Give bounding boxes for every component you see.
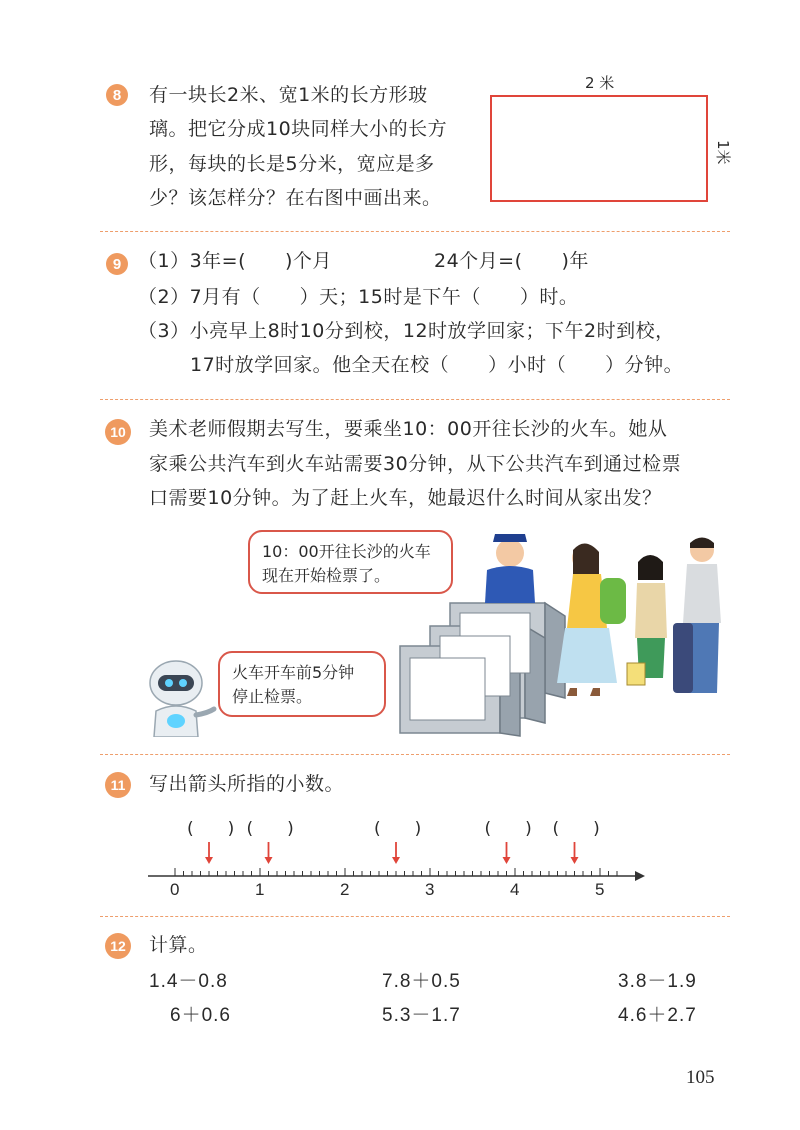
calc-expression: 6＋0.6 (170, 1005, 231, 1026)
question-number-10: 10 (105, 419, 131, 445)
q9-line-4: 17时放学回家。他全天在校（ ）小时（ ）分钟。 (190, 354, 684, 376)
calc-expression: 5.3－1.7 (382, 1005, 461, 1026)
q8-line-2: 璃。把它分成10块同样大小的长方 (149, 118, 448, 140)
question-number-9: 9 (106, 253, 128, 275)
answer-blank[interactable]: ( ) (552, 819, 600, 839)
ticket-gate-scene (395, 528, 740, 738)
q11-text: 写出箭头所指的小数。 (149, 773, 345, 795)
answer-blank[interactable]: ( ) (187, 819, 235, 839)
bubble-robot-line-1: 火车开车前5分钟 (232, 663, 355, 682)
q8-line-3: 形，每块的长是5分米，宽应是多 (149, 153, 435, 175)
tick-label: 3 (425, 880, 435, 899)
page-number: 105 (686, 1067, 715, 1088)
speech-bubble-robot (218, 651, 386, 717)
calc-expression: 4.6＋2.7 (618, 1005, 697, 1026)
divider (100, 399, 730, 400)
pointer-arrow (205, 842, 213, 864)
question-number-8: 8 (106, 84, 128, 106)
q9-line-3: （3）小亮早上8时10分到校，12时放学回家；下午2时到校， (138, 320, 675, 342)
question-number-12: 12 (105, 933, 131, 959)
q10-line-2: 家乘公共汽车到火车站需要30分钟，从下公共汽车到通过检票 (149, 453, 682, 475)
q8-line-1: 有一块长2米、宽1米的长方形玻 (149, 84, 428, 106)
divider (100, 754, 730, 755)
pointer-arrow (503, 842, 511, 864)
q12-text: 计算。 (149, 934, 208, 956)
pointer-arrow (392, 842, 400, 864)
pointer-arrow (265, 842, 273, 864)
bubble-inspector-line-1: 10：00开往长沙的火车 (262, 542, 431, 561)
pointer-arrow (571, 842, 579, 864)
rect-width-label: 2 米 (585, 74, 615, 92)
q9-line-1b: 24个月=( )年 (434, 250, 589, 272)
divider (100, 231, 730, 232)
q10-line-1: 美术老师假期去写生，要乘坐10：00开往长沙的火车。她从 (149, 418, 668, 440)
rect-height-label: 1米 (714, 140, 732, 165)
question-number-11: 11 (105, 772, 131, 798)
calc-expression: 1.4－0.8 (149, 971, 228, 992)
q9-line-2: （2）7月有（ ）天；15时是下午（ ）时。 (138, 286, 579, 308)
answer-blank[interactable]: ( ) (246, 819, 294, 839)
bubble-inspector-line-2: 现在开始检票了。 (262, 566, 391, 585)
tick-label: 1 (255, 880, 265, 899)
number-line-arrowhead (635, 871, 645, 881)
q9-line-1a: （1）3年=( )个月 (138, 250, 332, 272)
answer-blank[interactable]: ( ) (484, 819, 532, 839)
tick-label: 5 (595, 880, 605, 899)
tick-label: 2 (340, 880, 350, 899)
robot-illustration (138, 655, 218, 737)
bubble-robot-line-2: 停止检票。 (232, 687, 313, 706)
divider (100, 916, 730, 917)
tick-label: 4 (510, 880, 520, 899)
q8-line-4: 少？该怎样分？在右图中画出来。 (149, 187, 442, 209)
glass-rectangle[interactable] (490, 95, 708, 202)
calc-expression: 3.8－1.9 (618, 971, 697, 992)
q10-line-3: 口需要10分钟。为了赶上火车，她最迟什么时间从家出发？ (149, 487, 662, 509)
answer-blank[interactable]: ( ) (374, 819, 422, 839)
tick-label: 0 (170, 880, 180, 899)
calc-expression: 7.8＋0.5 (382, 971, 461, 992)
